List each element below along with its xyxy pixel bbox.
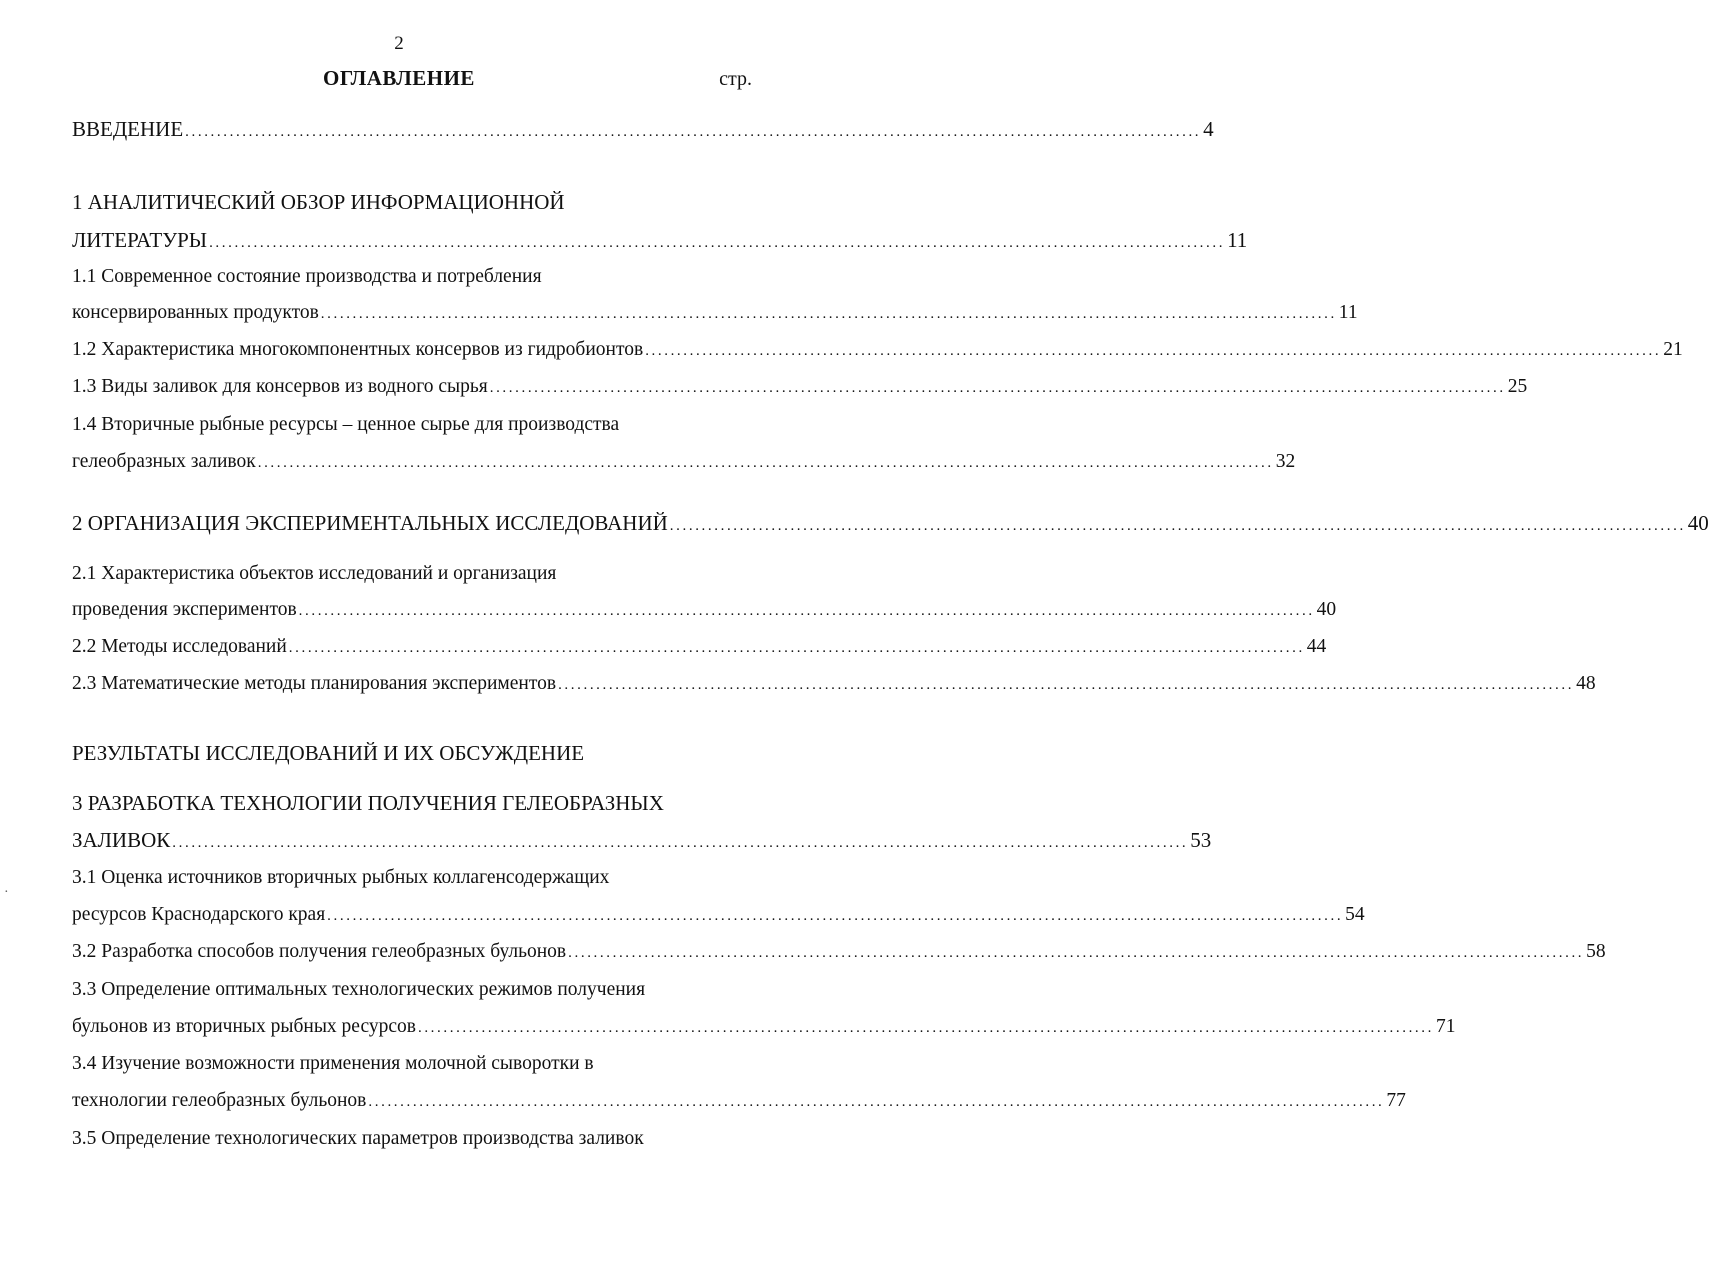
toc-section-2-1 — [72, 596, 1337, 624]
toc-entry-text: 2.3 Математические методы планирования экспериментов — [72, 673, 557, 694]
toc-entry-page: 11 — [1227, 228, 1248, 252]
toc-dot-leader: ................................................................................................................................................................ — [669, 518, 1686, 534]
toc-dot-leader: ................................................................................................................................................................ — [320, 306, 1337, 322]
toc-dot-leader: ................................................................................................................................................................ — [209, 235, 1226, 251]
toc-dot-leader: ................................................................................................................................................................ — [288, 640, 1305, 656]
toc-entry-page: 77 — [1386, 1090, 1406, 1111]
toc-section-3-3-line1: 3.3 Определение оптимальных технологических режимов получения — [72, 979, 646, 1000]
toc-entry-page: 58 — [1586, 941, 1606, 962]
toc-entry-text: консервированных продуктов — [72, 302, 319, 323]
toc-chapter-3 — [72, 826, 1212, 854]
toc-section-1-2 — [72, 336, 1683, 364]
toc-entry-text: проведения экспериментов — [72, 599, 297, 620]
toc-chapter-1 — [72, 226, 1248, 254]
toc-section-3-1-line1: 3.1 Оценка источников вторичных рыбных коллагенсодержащих — [72, 867, 610, 888]
toc-entry-text: 3.2 Разработка способов получения гелеобразных бульонов — [72, 941, 567, 962]
toc-dot-leader: ................................................................................................................................................................ — [417, 1020, 1434, 1036]
toc-entry-page: 40 — [1687, 511, 1709, 535]
toc-entry-text: ВВЕДЕНИЕ — [72, 117, 184, 141]
toc-entry-text: 1.2 Характеристика многокомпонентных консервов из гидробионтов — [72, 339, 644, 360]
toc-entry-page: 40 — [1316, 599, 1337, 620]
toc-section-1-1 — [72, 299, 1358, 327]
toc-entry-page: 53 — [1190, 828, 1212, 852]
toc-entry-text: технологии гелеобразных бульонов — [72, 1090, 367, 1111]
toc-section-3-4-line1: 3.4 Изучение возможности применения молочной сыворотки в — [72, 1053, 594, 1074]
toc-entry-text: ЛИТЕРАТУРЫ — [72, 228, 208, 252]
toc-entry-text: ресурсов Краснодарского края — [72, 904, 326, 925]
toc-entry-page: 48 — [1576, 673, 1596, 694]
toc-entry-page: 21 — [1663, 339, 1683, 360]
toc-chapter-3-line1: 3 РАЗРАБОТКА ТЕХНОЛОГИИ ПОЛУЧЕНИЯ ГЕЛЕОБРАЗНЫХ — [72, 791, 664, 815]
toc-entry-page: 54 — [1345, 904, 1365, 925]
toc-entry-text: ЗАЛИВОК — [72, 828, 171, 852]
page-title: ОГЛАВЛЕНИЕ — [323, 66, 475, 90]
toc-entry-page: 32 — [1275, 451, 1296, 472]
toc-entry-text: бульонов из вторичных рыбных ресурсов — [72, 1016, 416, 1037]
toc-dot-leader: ................................................................................................................................................................ — [368, 1094, 1385, 1110]
toc-dot-leader: ................................................................................................................................................................ — [298, 603, 1315, 619]
toc-dot-leader: ................................................................................................................................................................ — [327, 908, 1344, 924]
toc-section-1-4-line1: 1.4 Вторичные рыбные ресурсы – ценное сырье для производства — [72, 414, 620, 435]
toc-entry-text: 2.2 Методы исследований — [72, 636, 287, 657]
toc-entry-text: 2 ОРГАНИЗАЦИЯ ЭКСПЕРИМЕНТАЛЬНЫХ ИССЛЕДОВАНИЙ — [72, 511, 668, 535]
toc-section-3-1 — [72, 901, 1365, 929]
toc-dot-leader: ................................................................................................................................................................ — [185, 124, 1202, 140]
toc-section-3-4 — [72, 1087, 1406, 1115]
page-column-label: стр. — [719, 68, 752, 90]
toc-results-heading: РЕЗУЛЬТАТЫ ИССЛЕДОВАНИЙ И ИХ ОБСУЖДЕНИЕ — [72, 741, 585, 765]
toc-section-1-3 — [72, 373, 1528, 401]
toc-section-2-2 — [72, 633, 1327, 661]
toc-dot-leader: ................................................................................................................................................................ — [257, 455, 1274, 471]
toc-section-3-5-line1: 3.5 Определение технологических параметров производства заливок — [72, 1128, 644, 1149]
toc-section-3-2 — [72, 938, 1606, 966]
toc-chapter-1-line1: 1 АНАЛИТИЧЕСКИЙ ОБЗОР ИНФОРМАЦИОННОЙ — [72, 190, 565, 214]
toc-dot-leader: ................................................................................................................................................................ — [645, 343, 1662, 359]
scan-artifact: · — [4, 885, 9, 900]
page-number: 2 — [394, 33, 404, 54]
toc-entry-intro — [72, 115, 1214, 143]
toc-section-1-4 — [72, 448, 1296, 476]
toc-dot-leader: ................................................................................................................................................................ — [489, 380, 1506, 396]
toc-chapter-2 — [72, 509, 1709, 537]
toc-entry-page: 4 — [1203, 117, 1214, 141]
toc-entry-page: 71 — [1435, 1016, 1456, 1037]
toc-entry-page: 44 — [1306, 636, 1327, 657]
toc-section-1-1-line1: 1.1 Современное состояние производства и потребления — [72, 266, 542, 287]
toc-section-2-1-line1: 2.1 Характеристика объектов исследований и организация — [72, 563, 557, 584]
toc-section-2-3 — [72, 670, 1596, 698]
toc-entry-text: гелеобразных заливок — [72, 451, 256, 472]
toc-dot-leader: ................................................................................................................................................................ — [172, 835, 1189, 851]
toc-dot-leader: ................................................................................................................................................................ — [568, 945, 1585, 961]
toc-entry-page: 11 — [1338, 302, 1358, 323]
toc-entry-text: 1.3 Виды заливок для консервов из водного сырья — [72, 376, 488, 397]
toc-section-3-3 — [72, 1013, 1456, 1041]
toc-entry-page: 25 — [1507, 376, 1528, 397]
toc-dot-leader: ................................................................................................................................................................ — [558, 677, 1575, 693]
